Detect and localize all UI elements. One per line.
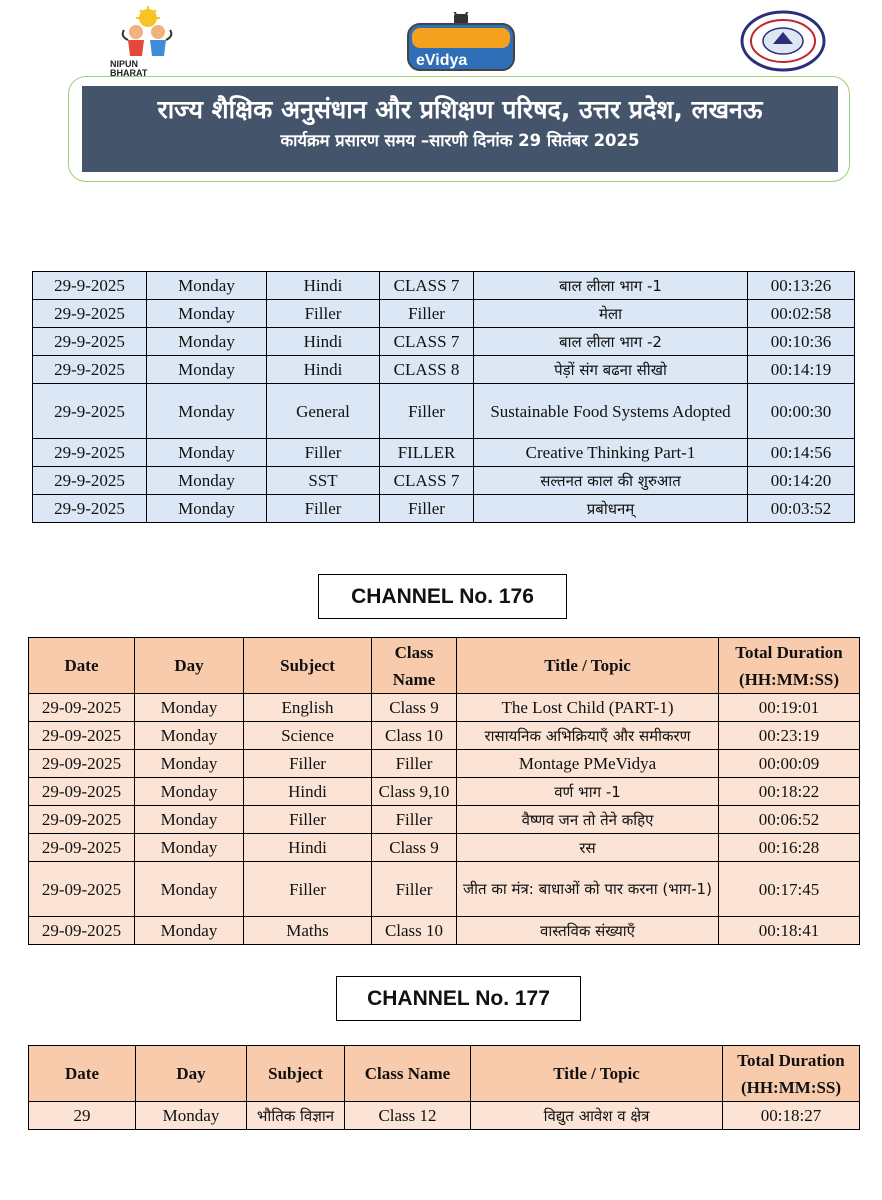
header-date: Date bbox=[29, 638, 135, 694]
table-row bbox=[29, 778, 860, 806]
table-row bbox=[33, 356, 855, 384]
table-row bbox=[29, 917, 860, 945]
header-subject: Subject bbox=[244, 638, 372, 694]
title-cell: प्रबोधनम् bbox=[474, 495, 748, 523]
evidya-logo bbox=[406, 12, 516, 74]
table-row bbox=[29, 722, 860, 750]
evidya-logo-text: eVidya bbox=[416, 52, 468, 69]
day-cell: Monday bbox=[147, 356, 267, 384]
table-row bbox=[29, 1102, 860, 1130]
duration-cell: 00:10:36 bbox=[748, 328, 855, 356]
subject-cell: Filler bbox=[244, 862, 372, 917]
schedule-table-continued bbox=[32, 271, 855, 523]
logo-bar bbox=[0, 0, 882, 78]
table-row bbox=[29, 750, 860, 778]
class-cell: Filler bbox=[380, 300, 474, 328]
date-cell: 29-9-2025 bbox=[33, 328, 147, 356]
title-cell: रासायनिक अभिक्रियाएँ और समीकरण bbox=[457, 722, 719, 750]
date-cell: 29-09-2025 bbox=[29, 694, 135, 722]
header-title-topic: Title / Topic bbox=[471, 1046, 723, 1102]
class-cell: Class 10 bbox=[372, 917, 457, 945]
header-total-duration: Total Duration (HH:MM:SS) bbox=[719, 638, 860, 694]
duration-cell: 00:03:52 bbox=[748, 495, 855, 523]
date-cell: 29 bbox=[29, 1102, 136, 1130]
subject-cell: Hindi bbox=[267, 328, 380, 356]
class-cell: Filler bbox=[380, 495, 474, 523]
subject-cell: Hindi bbox=[267, 356, 380, 384]
date-cell: 29-9-2025 bbox=[33, 272, 147, 300]
day-cell: Monday bbox=[135, 834, 244, 862]
nipun-bharat-logo bbox=[110, 6, 186, 78]
subject-cell: SST bbox=[267, 467, 380, 495]
class-cell: Class 9 bbox=[372, 694, 457, 722]
duration-cell: 00:00:09 bbox=[719, 750, 860, 778]
title-cell: Montage PMeVidya bbox=[457, 750, 719, 778]
duration-cell: 00:00:30 bbox=[748, 384, 855, 439]
day-cell: Monday bbox=[147, 384, 267, 439]
title-cell: वास्तविक संख्याएँ bbox=[457, 917, 719, 945]
day-cell: Monday bbox=[147, 467, 267, 495]
date-cell: 29-9-2025 bbox=[33, 384, 147, 439]
table-header-row bbox=[29, 638, 860, 694]
day-cell: Monday bbox=[135, 722, 244, 750]
duration-cell: 00:14:19 bbox=[748, 356, 855, 384]
title-cell: The Lost Child (PART-1) bbox=[457, 694, 719, 722]
channel-177-table bbox=[28, 1045, 860, 1130]
title-cell: विद्युत आवेश व क्षेत्र bbox=[471, 1102, 723, 1130]
day-cell: Monday bbox=[135, 694, 244, 722]
duration-cell: 00:14:20 bbox=[748, 467, 855, 495]
title-cell: मेला bbox=[474, 300, 748, 328]
title-cell: वैष्णव जन तो तेने कहिए bbox=[457, 806, 719, 834]
day-cell: Monday bbox=[135, 862, 244, 917]
subject-cell: Hindi bbox=[244, 834, 372, 862]
day-cell: Monday bbox=[136, 1102, 247, 1130]
header-date: Date bbox=[29, 1046, 136, 1102]
day-cell: Monday bbox=[135, 806, 244, 834]
title-cell: पेड़ों संग बढना सीखो bbox=[474, 356, 748, 384]
duration-cell: 00:18:22 bbox=[719, 778, 860, 806]
duration-cell: 00:02:58 bbox=[748, 300, 855, 328]
class-cell: Filler bbox=[372, 806, 457, 834]
day-cell: Monday bbox=[147, 328, 267, 356]
subject-cell: General bbox=[267, 384, 380, 439]
class-cell: Filler bbox=[380, 384, 474, 439]
table-row bbox=[33, 495, 855, 523]
table-row bbox=[33, 384, 855, 439]
header-title-topic: Title / Topic bbox=[457, 638, 719, 694]
page-subtitle: कार्यक्रम प्रसारण समय –सारणी दिनांक 29 सितंबर 2025 bbox=[280, 131, 640, 150]
duration-cell: 00:06:52 bbox=[719, 806, 860, 834]
header-total-duration: Total Duration (HH:MM:SS) bbox=[723, 1046, 860, 1102]
nipun-logo-text: NIPUN BHARAT bbox=[110, 59, 148, 78]
channel-176-label: CHANNEL No. 176 bbox=[318, 574, 567, 619]
date-cell: 29-9-2025 bbox=[33, 439, 147, 467]
duration-cell: 00:16:28 bbox=[719, 834, 860, 862]
date-cell: 29-9-2025 bbox=[33, 300, 147, 328]
header-subject: Subject bbox=[247, 1046, 345, 1102]
table-row bbox=[33, 439, 855, 467]
date-cell: 29-09-2025 bbox=[29, 862, 135, 917]
subject-cell: भौतिक विज्ञान bbox=[247, 1102, 345, 1130]
class-cell: Class 9,10 bbox=[372, 778, 457, 806]
title-cell: जीत का मंत्र: बाधाओं को पार करना (भाग-1) bbox=[457, 862, 719, 917]
date-cell: 29-9-2025 bbox=[33, 356, 147, 384]
class-cell: Class 9 bbox=[372, 834, 457, 862]
table-row bbox=[29, 862, 860, 917]
day-cell: Monday bbox=[135, 917, 244, 945]
table-header-row bbox=[29, 1046, 860, 1102]
header-class-name: Class Name bbox=[372, 638, 457, 694]
class-cell: Filler bbox=[372, 862, 457, 917]
date-cell: 29-09-2025 bbox=[29, 750, 135, 778]
class-cell: CLASS 8 bbox=[380, 356, 474, 384]
subject-cell: Filler bbox=[244, 806, 372, 834]
header-class-name: Class Name bbox=[345, 1046, 471, 1102]
page-title: राज्य शैक्षिक अनुसंधान और प्रशिक्षण परिषद, उत्तर प्रदेश, लखनऊ bbox=[157, 95, 763, 124]
table-row bbox=[29, 834, 860, 862]
header-banner bbox=[82, 86, 838, 172]
class-cell: Class 10 bbox=[372, 722, 457, 750]
date-cell: 29-09-2025 bbox=[29, 778, 135, 806]
date-cell: 29-09-2025 bbox=[29, 917, 135, 945]
class-cell: CLASS 7 bbox=[380, 328, 474, 356]
day-cell: Monday bbox=[147, 272, 267, 300]
table-row bbox=[29, 806, 860, 834]
scert-seal-logo bbox=[740, 10, 826, 72]
duration-cell: 00:18:27 bbox=[723, 1102, 860, 1130]
title-cell: बाल लीला भाग -2 bbox=[474, 328, 748, 356]
class-cell: FILLER bbox=[380, 439, 474, 467]
day-cell: Monday bbox=[135, 778, 244, 806]
day-cell: Monday bbox=[147, 439, 267, 467]
subject-cell: Maths bbox=[244, 917, 372, 945]
title-cell: वर्ण भाग -1 bbox=[457, 778, 719, 806]
table-row bbox=[33, 328, 855, 356]
duration-cell: 00:19:01 bbox=[719, 694, 860, 722]
date-cell: 29-09-2025 bbox=[29, 722, 135, 750]
subject-cell: Hindi bbox=[244, 778, 372, 806]
subject-cell: Filler bbox=[267, 439, 380, 467]
subject-cell: Filler bbox=[267, 300, 380, 328]
day-cell: Monday bbox=[147, 300, 267, 328]
table-row bbox=[33, 467, 855, 495]
subject-cell: English bbox=[244, 694, 372, 722]
duration-cell: 00:18:41 bbox=[719, 917, 860, 945]
title-cell: रस bbox=[457, 834, 719, 862]
date-cell: 29-9-2025 bbox=[33, 467, 147, 495]
channel-176-table bbox=[28, 637, 860, 945]
subject-cell: Science bbox=[244, 722, 372, 750]
table-row bbox=[33, 300, 855, 328]
date-cell: 29-9-2025 bbox=[33, 495, 147, 523]
subject-cell: Filler bbox=[267, 495, 380, 523]
title-cell: सल्तनत काल की शुरुआत bbox=[474, 467, 748, 495]
date-cell: 29-09-2025 bbox=[29, 806, 135, 834]
table-row bbox=[33, 272, 855, 300]
duration-cell: 00:13:26 bbox=[748, 272, 855, 300]
class-cell: Filler bbox=[372, 750, 457, 778]
class-cell: Class 12 bbox=[345, 1102, 471, 1130]
title-cell: Sustainable Food Systems Adopted bbox=[474, 384, 748, 439]
class-cell: CLASS 7 bbox=[380, 467, 474, 495]
duration-cell: 00:17:45 bbox=[719, 862, 860, 917]
date-cell: 29-09-2025 bbox=[29, 834, 135, 862]
class-cell: CLASS 7 bbox=[380, 272, 474, 300]
duration-cell: 00:14:56 bbox=[748, 439, 855, 467]
title-cell: बाल लीला भाग -1 bbox=[474, 272, 748, 300]
header-day: Day bbox=[135, 638, 244, 694]
duration-cell: 00:23:19 bbox=[719, 722, 860, 750]
day-cell: Monday bbox=[147, 495, 267, 523]
subject-cell: Hindi bbox=[267, 272, 380, 300]
day-cell: Monday bbox=[135, 750, 244, 778]
header-day: Day bbox=[136, 1046, 247, 1102]
channel-177-label: CHANNEL No. 177 bbox=[336, 976, 581, 1021]
subject-cell: Filler bbox=[244, 750, 372, 778]
table-row bbox=[29, 694, 860, 722]
title-cell: Creative Thinking Part-1 bbox=[474, 439, 748, 467]
